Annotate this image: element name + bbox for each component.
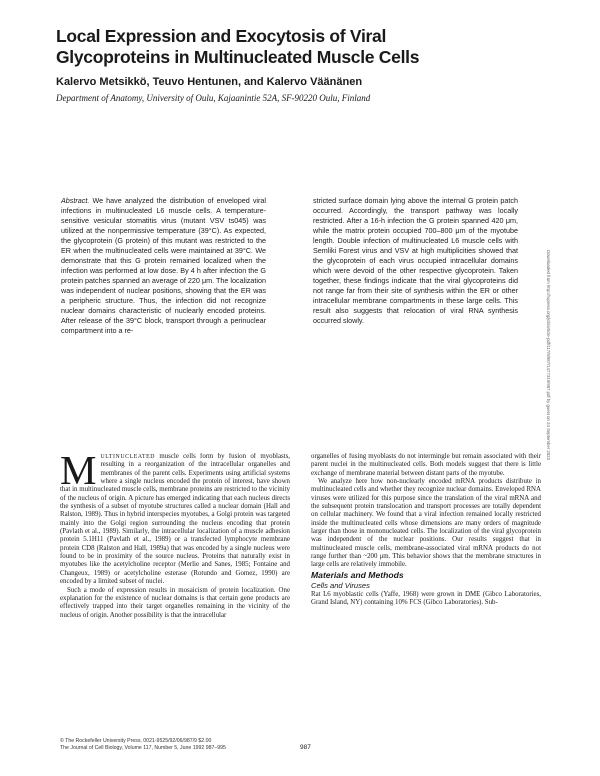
intro-paragraph-2: Such a mode of expression results in mosaicism of protein localization. One explanation for the existence of nuclear domains is that certain gene products are effectively trapped into their target organelles remaining in the vicinity of the nucleus of origin. Another possibility is that the intracellular <box>60 586 290 619</box>
subsection-heading: Cells and Viruses <box>311 580 370 590</box>
title-line-1: Local Expression and Exocytosis of Viral <box>56 26 387 46</box>
section-heading: Materials and Methods <box>311 569 404 580</box>
intro-paragraph-1 <box>60 453 290 587</box>
body-column-right <box>311 453 541 736</box>
abstract-text-right: stricted surface domain lying above the internal G protein patch occurred. Accordingly, the transport pathway was locally restricted. After a 16-h infection the G protein spanned 420 μm, while the matrix protein occupied 700–800 μm of the myotube length. Double infection of multinucleated L6 muscle cells with Semliki Forest virus and VSV at high multiplicities showed that the glycoprotein of each virus occupied intracellular domains which were devoid of the other respective glycoprotein. Taken together, these findings indicate that the viral glycoproteins did not range far from their site of synthesis within the ER or other intracellular membrane compartments in these large cells. This result also suggests that relocation of viral RNA synthesis occurred slowly. <box>313 196 518 325</box>
intro-paragraph-4: We analyze here how non-nuclearly encoded mRNA products distribute in multinucleated cells and whether they recognize nuclear domains. Enveloped RNA viruses were utilized for this purpose since the translation of the viral mRNA and the subsequent protein translocation and transport processes are totally dependent on cellular machinery. We found that a viral infection remained locally restricted inside the multinucleated cells whose dimensions are many orders of magnitude larger than those in mononucleated cells. The localization of the viral glycoprotein was independent of the nuclear positions. Our results suggest that in multinucleated muscle cells, membrane-associated viral mRNA products do not range further than ~200 μm. This behavior shows that the membrane structures in large cells are relatively immobile. <box>311 478 541 569</box>
copyright-line: © The Rockefeller University Press, 0021-9525/92/06/987/9 $2.00 <box>60 738 212 744</box>
smallcaps-word: ULTINUCLEATED <box>100 454 156 460</box>
abstract-left <box>61 196 266 336</box>
affiliation: Department of Anatomy, University of Oulu, Kajaanintie 52A, SF-90220 Oulu, Finland <box>56 93 371 103</box>
abstract-text-left: We have analyzed the distribution of enveloped viral infections in multinucleated L6 muscle cells. A temperature-sensitive vesicular stomatitis virus (mutant VSV ts045) was utilized at the nonpermissive temperature (39°C). As expected, the glycoprotein (G protein) of this mutant was restricted to the ER when the multinucleated cells were maintained at 39°C. We demonstrate that this G protein remained localized when the infection was performed at low dose. By 4 h after infection the G protein patches spanned an average of 220 μm. The localization was independent of nuclear positions, showing that the ER was a peripheric structure. Thus, the infection did not recognize nuclear domains characteristic of nuclearly encoded proteins. After release of the 39°C block, transport through a perinuclear compartment into a re- <box>61 196 266 335</box>
body-column-left <box>60 453 290 736</box>
abstract-right <box>313 196 518 326</box>
title-line-2: Glycoproteins in Multinucleated Muscle Cells <box>56 47 420 67</box>
intro-paragraph-3: organelles of fusing myoblasts do not intermingle but remain associated with their parent nuclei in the multinucleated cells. Both models suggest that there is little exchange of membrane material between distant parts of the myotube. <box>311 453 541 477</box>
methods-paragraph-1: Rat L6 myoblastic cells (Yaffe, 1968) were grown in DME (Gibco Laboratories, Grand Island, NY) containing 10% FCS (Gibco Laboratories). Sub- <box>311 590 541 607</box>
page-number: 987 <box>300 744 311 751</box>
author-list: Kalervo Metsikkö, Teuvo Hentunen, and Kalervo Väänänen <box>56 76 363 88</box>
journal-citation: The Journal of Cell Biology, Volume 117, Number 5, June 1992 987–995 <box>60 744 226 751</box>
intro-paragraph-1-text: muscle cells form by fusion of myoblasts, resulting in a reorganization of the intracellular organelles and membranes of the parent cells. Experiments using artificial systems where a single nucleus encoded the protein of interest, have shown that in multinucleated muscle cells, membrane proteins are restricted to the vicinity of the nucleus of origin. A picture has emerged indicating that each nucleus directs the synthesis of a subset of myotube structures called a nuclear domain (Hall and Ralston, 1989). Thus in hybrid interspecies myotubes, a Golgi protein was targeted mainly into the Golgi region surrounding the nucleus encoding that protein (Pavlath et al., 1989). Similarly, the intracellular localization of a muscle adhesion protein 5.1H11 (Pavlath et al., 1989) or a transfected lymphocyte membrane protein CD8 (Ralston and Hall, 1989a) that was encoded by a single nucleus were found to be in proximity of the source nucleus. Proteins that naturally exist in myotubes like the acetylcholine receptor (Merlie and Sanes, 1985; Fontaine and Changeux, 1989) or acetylcholine esterase (Rotundo and Gomez, 1990) are encoded by a limited subset of nuclei. <box>60 453 290 586</box>
abstract-label: Abstract. <box>61 196 90 205</box>
article-title <box>56 26 526 68</box>
drop-cap: M <box>60 453 97 493</box>
download-note: Downloaded from http://rupress.org/jcb/article-pdf/117/5/987/1477319/987.pdf by guest on 24 September 2023 <box>546 250 551 460</box>
